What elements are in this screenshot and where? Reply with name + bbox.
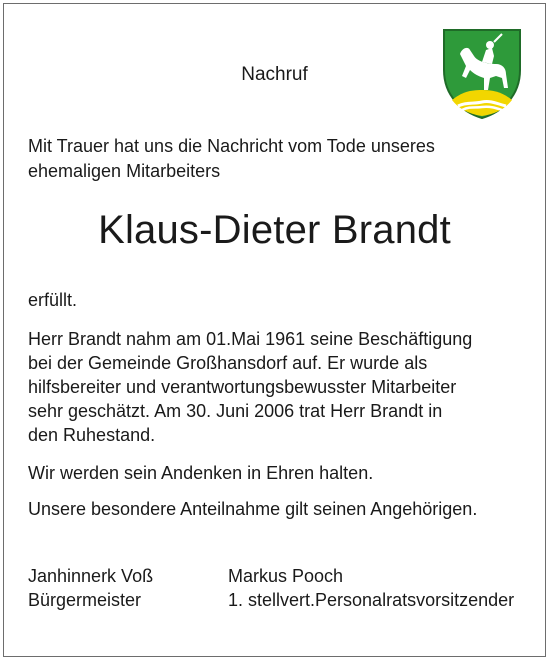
career-line: hilfsbereiter und verantwortungsbewusster Mitarbeiter (28, 377, 457, 397)
remembrance-text: Wir werden sein Andenken in Ehren halten. (28, 463, 374, 483)
coat-of-arms-icon (440, 26, 524, 120)
signatory-name: Markus Pooch (228, 566, 344, 586)
career-line: Herr Brandt nahm am 01.Mai 1961 seine Beschäftigung (28, 329, 473, 349)
signatory-role: Bürgermeister (28, 590, 142, 610)
career-line: den Ruhestand. (28, 425, 156, 445)
signatory-role: 1. stellvert.Personalratsvorsitzender (228, 590, 515, 610)
intro-line: Mit Trauer hat uns die Nachricht vom Tode unseres (28, 136, 435, 156)
intro-text (28, 134, 435, 184)
deceased-name: Klaus-Dieter Brandt (98, 208, 451, 252)
career-line: bei der Gemeinde Großhansdorf auf. Er wurde als (28, 353, 428, 373)
notice-heading: Nachruf (241, 64, 308, 85)
intro-line: ehemaligen Mitarbeiters (28, 161, 221, 181)
signature-staff-council (228, 564, 514, 612)
condolence-text: Unsere besondere Anteilnahme gilt seinen Angehörigen. (28, 499, 478, 519)
career-line: sehr geschätzt. Am 30. Juni 2006 trat Herr Brandt in (28, 401, 443, 421)
signatory-name: Janhinnerk Voß (28, 566, 154, 586)
notice-body (28, 288, 528, 521)
obituary-notice (3, 3, 546, 657)
signature-mayor (28, 564, 153, 612)
filled-text: erfüllt. (28, 290, 78, 310)
career-paragraph (28, 327, 528, 447)
